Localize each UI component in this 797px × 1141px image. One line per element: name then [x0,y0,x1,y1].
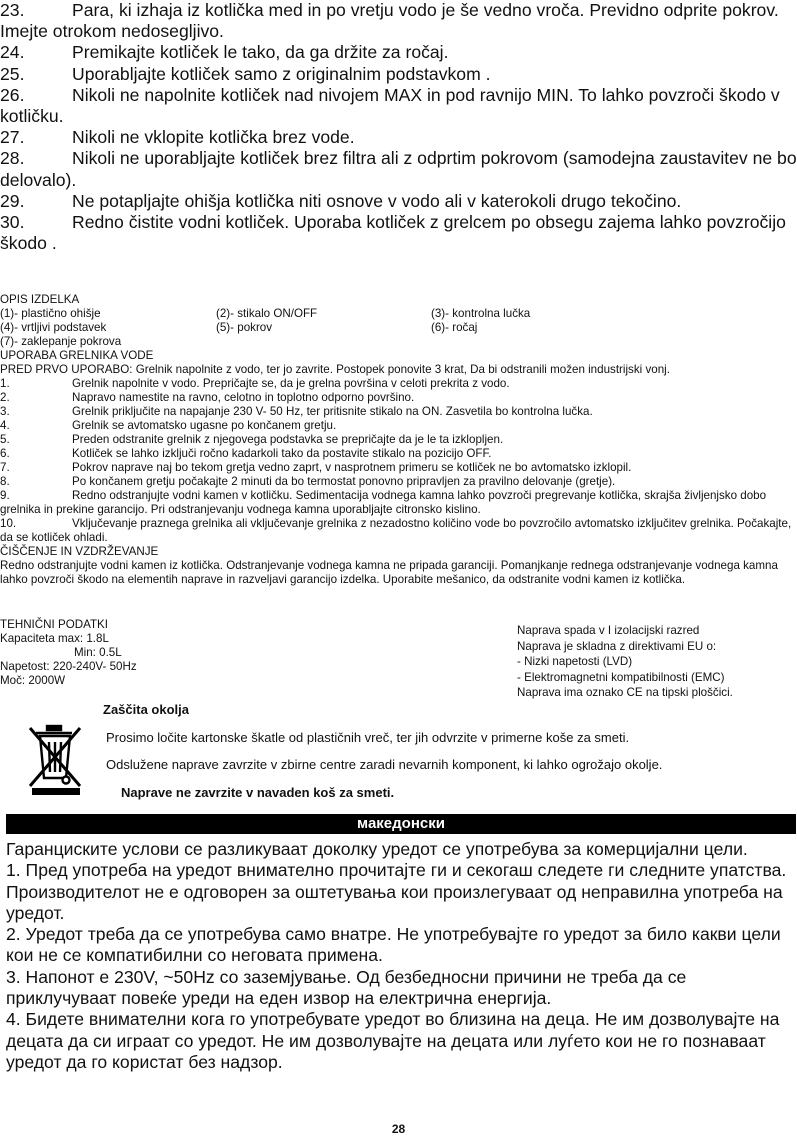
usage-step: 9. Redno odstranjujte vodni kamen v kotličku. Sedimentacija vodnega kamna lahko povzroči pregrevanje kotlička, skrajša življenjsko dobo grelnika in prekine garancijo. Pri odstranjevanju vodnega kamna uporabljajte citronsko kislino. [0,489,767,516]
cleaning-heading: ČIŠČENJE IN VZDRŽEVANJE [0,545,159,558]
compliance-line: Naprava spada v I izolacijski razred [517,624,700,637]
list-item: 30. Redno čistite vodni kotliček. Uporaba kotliček z grelcem po obsegu zajema lahko povzročijo škodo . [0,212,786,254]
usage-step: 8. Po končanem gretju počakajte 2 minuti da bo termostat ponovno pripravljen za pravilno delovanje (gretje). [0,475,616,488]
environment-warning: Naprave ne zavrzite v navaden koš za smeti. [121,785,395,800]
usage-step: 7. Pokrov naprave naj bo tekom gretja vedno zaprt, v nasprotnem primeru se kotliček ne bo avtomatsko izklopil. [0,461,632,474]
part-label: (6)- ročaj [431,321,478,334]
paragraph: 4. Бидете внимателни кога го употребувате уредот во близина на деца. Не им дозволувајте на децата да си играат со уредот. Не им дозволувајте на децата или луѓето кои не го познаваат уредот да го користат без надзор. [6,1009,780,1072]
part-label: (7)- zaklepanje pokrova [0,335,122,348]
macedonian-section [6,839,796,1073]
language-bar: македонски [6,814,796,834]
usage-step: 1. Grelnik napolnite v vodo. Prepričajte se, da je grelna površina v celoti prekrita z vodo. [0,377,510,390]
compliance-line: - Nizki napetosti (LVD) [517,655,633,669]
tech-capacity-min: Min: 0.5L [74,646,122,659]
tech-data [0,618,420,688]
parts-row [0,335,797,349]
list-item: 29. Ne potapljajte ohišja kotlička niti osnove v vodo ali v katerokoli drugo tekočino. [0,190,682,211]
compliance-line: Naprava je skladna z direktivami EU o: [517,639,717,653]
paragraph: 3. Напонот е 230V, ~50Hz со заземјување. Од безбедносни причини не треба да се приклучуваат повеќе уреди на еден извор на електрична енергија. [6,966,687,1009]
usage-step: 6. Kotliček se lahko izključi ročno kadarkoli tako da postavite stikalo na pozicijo OFF. [0,447,492,460]
safety-list [0,0,797,254]
list-item: 28. Nikoli ne uporabljajte kotliček brez filtra ali z odprtim pokrovom (samodejna zaustavitev ne bo delovalo). [0,148,797,190]
part-label: (1)- plastično ohišje [0,307,101,320]
crossed-out-bin-icon [26,724,86,796]
compliance-line: - Elektromagnetni kompatibilnosti (EMC) [517,670,725,684]
part-label: (4)- vrtljivi podstavek [0,321,107,334]
list-item: 23. Para, ki izhaja iz kotlička med in po vretju vodo je še vedno vroča. Previdno odprite pokrov. Imejte otrokom nedosegljivo. [0,0,779,42]
environment-line: Prosimo ločite kartonske škatle od plastičnih vreč, ter jih odvrzite v primerne koše za smeti. [106,730,630,745]
environment-line: Odslužene naprave zavrzite v zbirne centre zaradi nevarnih komponent, ki lahko ogrožajo okolje. [106,757,663,772]
product-heading: OPIS IZDELKA [0,293,80,306]
tech-heading: TEHNIČNI PODATKI [0,618,109,631]
compliance-line: Naprava ima oznako CE na tipski ploščici. [517,686,733,700]
paragraph: Гаранциските услови се разликуваат доколку уредот се употребува за комерцијални цели. [6,839,748,859]
product-section [0,293,797,587]
list-item: 26. Nikoli ne napolnite kotliček nad nivojem MAX in pod ravnijo MIN. To lahko povzroči škodo v kotličku. [0,84,780,127]
paragraph: 2. Уредот треба да се употребува само внатре. Не употребувајте го уредот за било какви цели кои не се компатибилни со неговата примена. [6,924,781,966]
paragraph: 1. Пред употреба на уредот внимателно прочитајте ги и секогаш следете ги следните упатства. Производителот не е одговорен за оштетувања кои произлегуваат од неправилна употреба на уредот. [6,860,787,923]
tech-capacity-max: Kapaciteta max: 1.8L [0,632,109,645]
usage-heading: UPORABA GRELNIKA VODE [0,349,154,362]
parts-row [0,307,797,321]
parts-row [0,321,797,335]
list-item: 27. Nikoli ne vklopite kotlička brez vode. [0,127,355,148]
usage-step: 2. Napravo namestite na ravno, celotno in toplotno odporno površino. [0,391,415,404]
list-item: 24. Premikajte kotliček le tako, da ga držite za ročaj. [0,42,449,63]
usage-intro: PRED PRVO UPORABO: Grelnik napolnite z vodo, ter jo zavrite. Postopek ponovite 3 krat, Da bi odstranili možen industrijski vonj. [0,363,670,376]
page-number: 28 [391,1122,406,1136]
list-item: 25. Uporabljajte kotliček samo z originalnim podstavkom . [0,63,491,84]
environment-section [0,700,797,805]
tech-power: Moč: 2000W [0,674,66,687]
usage-step: 4. Grelnik se avtomatsko ugasne po končanem gretju. [0,419,337,432]
usage-step: 10. Vključevanje praznega grelnika ali vključevanje grelnika z nezadostno količino vode bo povzročilo avtomatsko izključitev grelnika. Počakajte, da se kotliček ohladi. [0,517,792,544]
cleaning-text: Redno odstranjujte vodni kamen iz kotlička. Odstranjevanje vodnega kamna ne pripada garanciji. Pomanjkanje rednega odstranjevanje vodnega kamna lahko povzroči škodo na elementih naprave in razveljavi garancijo izdelka. Uporabite mešanico, da odstranite vodni kamen iz kotlička. [0,559,778,586]
part-label: (5)- pokrov [216,321,273,334]
usage-step: 3. Grelnik priključite na napajanje 230 V- 50 Hz, ter pritisnite stikalo na ON. Zasvetila bo kontrolna lučka. [0,405,593,418]
usage-step: 5. Preden odstranite grelnik z njegovega podstavka se prepričajte da je le ta izklopljen. [0,433,504,446]
tech-voltage: Napetost: 220-240V- 50Hz [0,660,137,673]
part-label: (2)- stikalo ON/OFF [216,307,318,320]
compliance-info [517,623,797,701]
part-label: (3)- kontrolna lučka [431,307,531,320]
environment-title: Zaščita okolja [103,702,189,717]
